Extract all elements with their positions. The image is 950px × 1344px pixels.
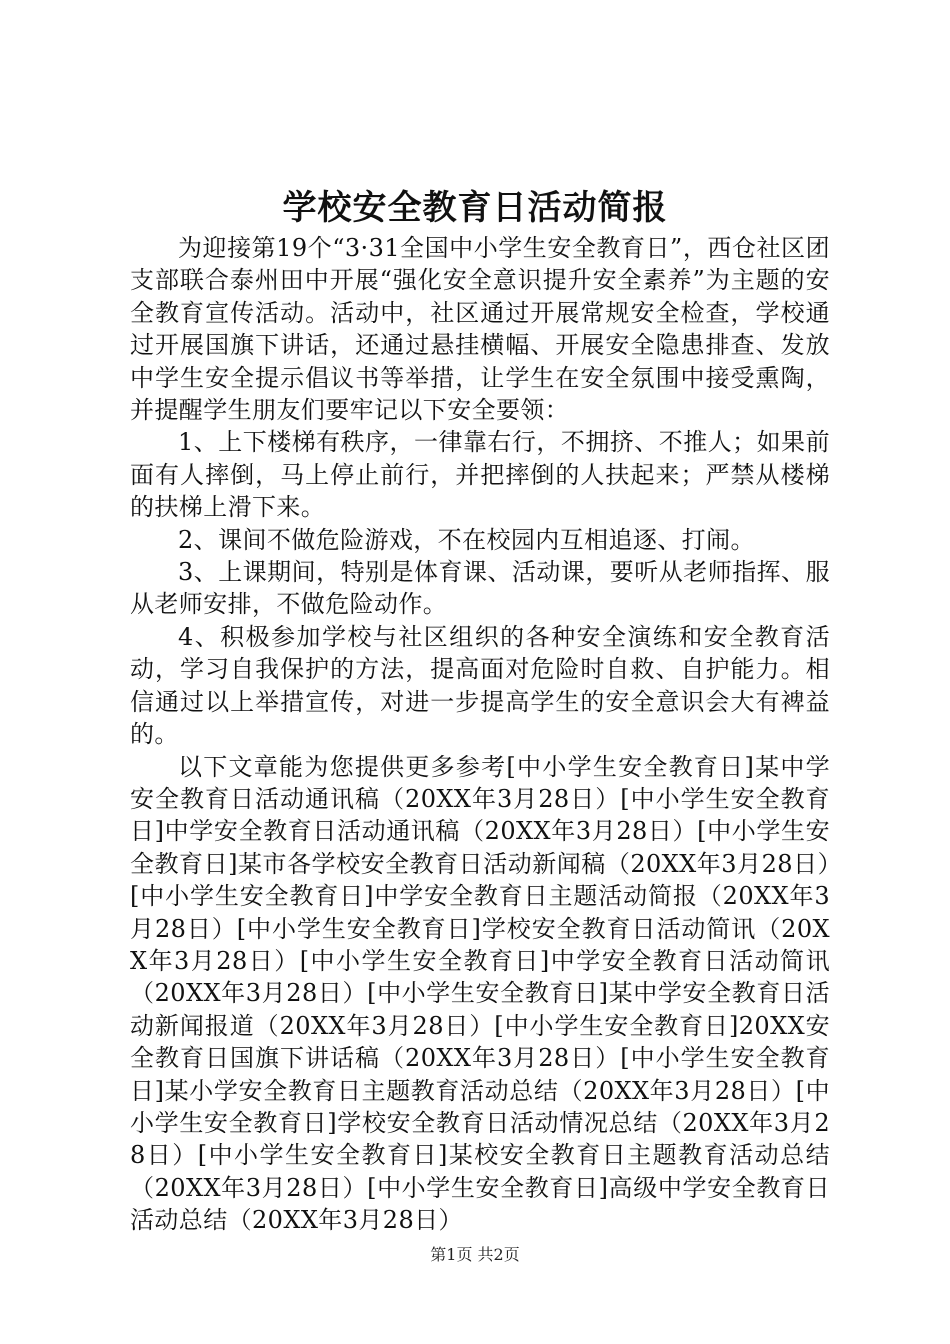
page-footer: 第1页 共2页 [430, 1245, 520, 1264]
paragraph-rule-3: 3、上课期间，特别是体育课、活动课，要听从老师指挥、服从老师安排，不做危险动作。 [130, 558, 830, 619]
document-body [130, 232, 830, 1237]
paragraph-intro: 为迎接第19个“3·31全国中小学生安全教育日”，西仓社区团支部联合泰州田中开展“强化安全意识提升安全素养”为主题的安全教育宣传活动。活动中，社区通过开展常规安全检查，学校通过开展国旗下讲话，还通过悬挂横幅、开展安全隐患排查、发放中学生安全提示倡议书等举措，让学生在安全氛围中接受熏陶，并提醒学生朋友们要牢记以下安全要领： [130, 234, 830, 425]
paragraph-rule-4: 4、积极参加学校与社区组织的各种安全演练和安全教育活动，学习自我保护的方法，提高面对危险时自救、自护能力。相信通过以上举措宣传，对进一步提高学生的安全意识会大有裨益的。 [130, 622, 830, 749]
document-title: 学校安全教育日活动简报 [282, 188, 668, 228]
paragraph-rule-1: 1、上下楼梯有秩序，一律靠右行，不拥挤、不推人；如果前面有人摔倒，马上停止前行，并把摔倒的人扶起来；严禁从楼梯的扶梯上滑下来。 [130, 428, 830, 522]
paragraph-rule-2: 2、课间不做危险游戏，不在校园内互相追逐、打闹。 [178, 525, 755, 554]
paragraph-references: 以下文章能为您提供更多参考[中小学生安全教育日]某中学安全教育日活动通讯稿（20XX年3月28日）[中小学生安全教育日]中学安全教育日活动通讯稿（20XX年3月28日）[中小学生安全教育日]某市各学校安全教育日活动新闻稿（20XX年3月28日）[中小学生安全教育日]中学安全教育日主题活动简报（20XX年3月28日）[中小学生安全教育日]学校安全教育日活动简讯（20XX年3月28日）[中小学生安全教育日]中学安全教育日活动简讯（20XX年3月28日）[中小学生安全教育日]某中学安全教育日活动新闻报道（20XX年3月28日）[中小学生安全教育日]20XX安全教育日国旗下讲话稿（20XX年3月28日）[中小学生安全教育日]某小学安全教育日主题教育活动总结（20XX年3月28日）[中小学生安全教育日]学校安全教育日活动情况总结（20XX年3月28日）[中小学生安全教育日]某校安全教育日主题教育活动总结（20XX年3月28日）[中小学生安全教育日]高级中学安全教育日活动总结（20XX年3月28日） [130, 752, 830, 1235]
